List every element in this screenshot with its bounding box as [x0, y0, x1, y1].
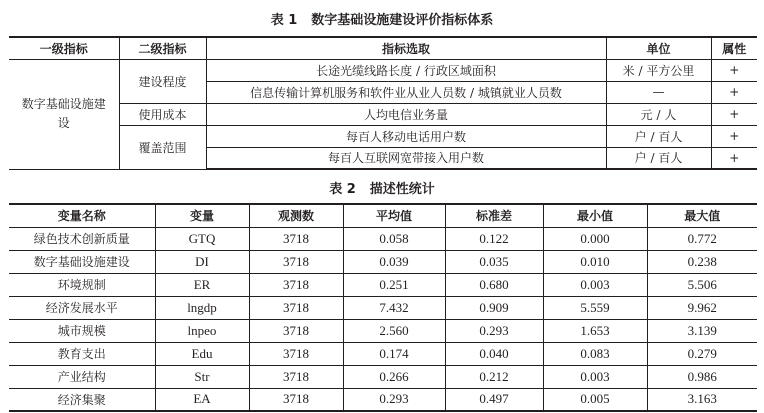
observations-cell: 3718 — [249, 365, 343, 388]
std-dev-cell: 0.040 — [445, 342, 543, 365]
table2-header-cell: 变量 — [155, 204, 249, 227]
variable-code-cell: lngdp — [155, 296, 249, 319]
max-cell: 0.772 — [647, 227, 757, 250]
table2-row — [9, 273, 757, 296]
mean-cell: 2.560 — [343, 319, 445, 342]
mean-cell: 7.432 — [343, 296, 445, 319]
std-dev-cell: 0.035 — [445, 250, 543, 273]
min-cell: 0.003 — [543, 365, 647, 388]
table2-title: 描述性统计 — [369, 182, 435, 197]
level1-indicator-cell — [9, 59, 119, 169]
variable-code-cell: Str — [155, 365, 249, 388]
table2-row — [9, 365, 757, 388]
std-dev-cell: 0.122 — [445, 227, 543, 250]
std-dev-cell: 0.212 — [445, 365, 543, 388]
observations-cell: 3718 — [249, 296, 343, 319]
table1-row — [9, 125, 757, 147]
table2-header-cell: 最大值 — [647, 204, 757, 227]
table2-row — [9, 319, 757, 342]
max-cell: 0.986 — [647, 365, 757, 388]
max-cell: 3.163 — [647, 388, 757, 411]
min-cell: 0.010 — [543, 250, 647, 273]
level2-indicator-cell: 建设程度 — [119, 59, 206, 103]
min-cell: 0.003 — [543, 273, 647, 296]
min-cell: 0.005 — [543, 388, 647, 411]
variable-code-cell: ER — [155, 273, 249, 296]
attribute-cell: + — [711, 147, 757, 169]
variable-name-cell: 城市规模 — [9, 319, 155, 342]
variable-code-cell: Edu — [155, 342, 249, 365]
observations-cell: 3718 — [249, 227, 343, 250]
table1-header-cell: 一级指标 — [9, 37, 119, 59]
unit-cell: — — [606, 81, 711, 103]
max-cell: 3.139 — [647, 319, 757, 342]
mean-cell: 0.174 — [343, 342, 445, 365]
variable-name-cell: 绿色技术创新质量 — [9, 227, 155, 250]
variable-code-cell: DI — [155, 250, 249, 273]
table1-header-cell: 二级指标 — [119, 37, 206, 59]
table2-row — [9, 250, 757, 273]
table2-row — [9, 296, 757, 319]
unit-cell: 户 / 百人 — [606, 147, 711, 169]
table1-header-cell: 指标选取 — [206, 37, 606, 59]
indicator-cell: 每百人互联网宽带接入用户数 — [206, 147, 606, 169]
variable-code-cell: EA — [155, 388, 249, 411]
indicator-cell: 信息传输计算机服务和软件业从业人员数 / 城镇就业人员数 — [206, 81, 606, 103]
table2-header-cell: 平均值 — [343, 204, 445, 227]
indicator-cell: 长途光缆线路长度 / 行政区域面积 — [206, 59, 606, 81]
min-cell: 1.653 — [543, 319, 647, 342]
mean-cell: 0.251 — [343, 273, 445, 296]
level2-indicator-cell: 使用成本 — [119, 103, 206, 125]
level1-indicator-label: 数字基础设施建设 — [21, 97, 106, 130]
std-dev-cell: 0.909 — [445, 296, 543, 319]
min-cell: 0.000 — [543, 227, 647, 250]
attribute-cell: + — [711, 103, 757, 125]
table1-header-cell: 单位 — [606, 37, 711, 59]
variable-name-cell: 环境规制 — [9, 273, 155, 296]
std-dev-cell: 0.680 — [445, 273, 543, 296]
mean-cell: 0.058 — [343, 227, 445, 250]
mean-cell: 0.293 — [343, 388, 445, 411]
attribute-cell: + — [711, 59, 757, 81]
indicator-cell: 每百人移动电话用户数 — [206, 125, 606, 147]
unit-cell: 元 / 人 — [606, 103, 711, 125]
indicator-system-table — [9, 36, 757, 170]
table2-header-cell: 变量名称 — [9, 204, 155, 227]
level2-indicator-cell: 覆盖范围 — [119, 125, 206, 169]
max-cell: 0.238 — [647, 250, 757, 273]
table1-title: 数字基础设施建设评价指标体系 — [311, 13, 494, 28]
max-cell: 5.506 — [647, 273, 757, 296]
observations-cell: 3718 — [249, 273, 343, 296]
table2-number: 表 2 — [329, 182, 356, 197]
table2-header-cell: 观测数 — [249, 204, 343, 227]
std-dev-cell: 0.497 — [445, 388, 543, 411]
unit-cell: 米 / 平方公里 — [606, 59, 711, 81]
table2-header-row — [9, 204, 757, 227]
table2-header-cell: 标准差 — [445, 204, 543, 227]
variable-code-cell: GTQ — [155, 227, 249, 250]
mean-cell: 0.266 — [343, 365, 445, 388]
max-cell: 9.962 — [647, 296, 757, 319]
table2-caption — [0, 182, 764, 198]
table1-row — [9, 59, 757, 81]
observations-cell: 3718 — [249, 342, 343, 365]
indicator-cell: 人均电信业务量 — [206, 103, 606, 125]
min-cell: 0.083 — [543, 342, 647, 365]
observations-cell: 3718 — [249, 388, 343, 411]
max-cell: 0.279 — [647, 342, 757, 365]
table1-caption — [0, 13, 764, 29]
table1-row — [9, 103, 757, 125]
mean-cell: 0.039 — [343, 250, 445, 273]
attribute-cell: + — [711, 81, 757, 103]
variable-name-cell: 数字基础设施建设 — [9, 250, 155, 273]
table1-header-row — [9, 37, 757, 59]
unit-cell: 户 / 百人 — [606, 125, 711, 147]
attribute-cell: + — [711, 125, 757, 147]
std-dev-cell: 0.293 — [445, 319, 543, 342]
variable-name-cell: 经济发展水平 — [9, 296, 155, 319]
min-cell: 5.559 — [543, 296, 647, 319]
table2-header-cell: 最小值 — [543, 204, 647, 227]
table2-row — [9, 388, 757, 411]
table2-row — [9, 342, 757, 365]
variable-code-cell: lnpeo — [155, 319, 249, 342]
observations-cell: 3718 — [249, 250, 343, 273]
variable-name-cell: 教育支出 — [9, 342, 155, 365]
variable-name-cell: 经济集聚 — [9, 388, 155, 411]
descriptive-stats-table — [9, 203, 757, 412]
table2-row — [9, 227, 757, 250]
variable-name-cell: 产业结构 — [9, 365, 155, 388]
table1-header-cell: 属性 — [711, 37, 757, 59]
table1-number: 表 1 — [270, 13, 298, 28]
observations-cell: 3718 — [249, 319, 343, 342]
